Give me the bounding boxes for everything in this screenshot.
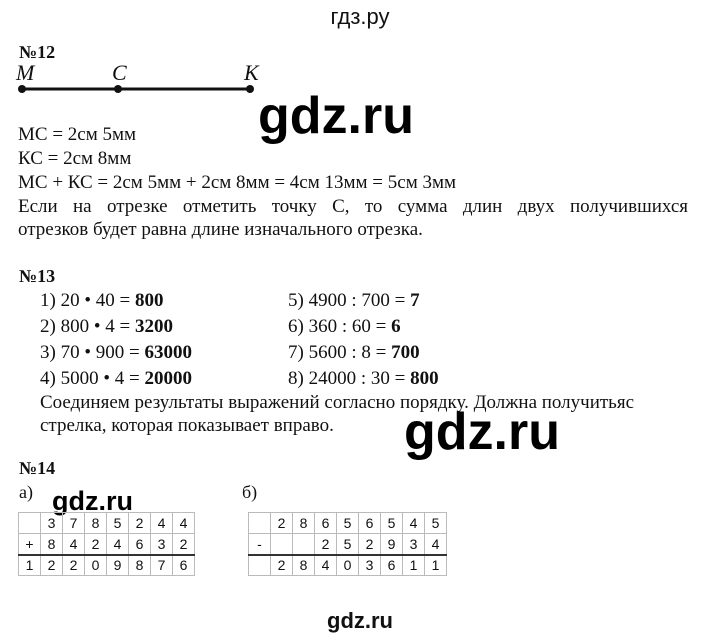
task-13-item: 4) 5000 • 4 = 20000 xyxy=(40,368,192,389)
grid-cell: 8 xyxy=(129,555,151,576)
grid-cell xyxy=(271,534,293,555)
grid-cell: 3 xyxy=(403,534,425,555)
grid-cell: 8 xyxy=(293,555,315,576)
grid-cell: 6 xyxy=(359,513,381,534)
task-13-item: 2) 800 • 4 = 3200 xyxy=(40,316,173,337)
grid-cell: 2 xyxy=(41,555,63,576)
task-13-item: 3) 70 • 900 = 63000 xyxy=(40,342,192,363)
grid-cell: 2 xyxy=(129,513,151,534)
grid-cell xyxy=(293,534,315,555)
task-12-line-mc: МС = 2см 5мм xyxy=(18,124,137,145)
grid-cell: 5 xyxy=(425,513,447,534)
grid-cell: 4 xyxy=(315,555,337,576)
task-13-item: 8) 24000 : 30 = 800 xyxy=(288,368,439,389)
grid-cell: 6 xyxy=(129,534,151,555)
grid-cell: 2 xyxy=(85,534,107,555)
grid-cell: 6 xyxy=(381,555,403,576)
grid-cell: - xyxy=(249,534,271,555)
task-13-item: 7) 5600 : 8 = 700 xyxy=(288,342,420,363)
grid-cell: 1 xyxy=(19,555,41,576)
grid-cell: 1 xyxy=(403,555,425,576)
grid-cell: 4 xyxy=(151,513,173,534)
grid-cell: 6 xyxy=(315,513,337,534)
watermark-small: gdz.ru xyxy=(52,486,133,516)
watermark-big-1: gdz.ru xyxy=(258,87,414,145)
grid-cell: 5 xyxy=(337,513,359,534)
point-c xyxy=(114,85,122,93)
grid-cell: 0 xyxy=(337,555,359,576)
grid-cell xyxy=(249,513,271,534)
grid-cell: 7 xyxy=(151,555,173,576)
task-13-explanation-line2: стрелка, которая показывает вправо. xyxy=(40,415,334,436)
grid-cell: 2 xyxy=(315,534,337,555)
task-13-item: 6) 360 : 60 = 6 xyxy=(288,316,401,337)
grid-cell: 5 xyxy=(107,513,129,534)
watermark-top: гдз.ру xyxy=(330,4,390,29)
task-14-a-label: а) xyxy=(19,482,33,502)
task-13-explanation-line1: Соединяем результаты выражений согласно порядку. Должна получитьяс xyxy=(40,392,635,413)
grid-cell: 5 xyxy=(337,534,359,555)
grid-cell: 5 xyxy=(381,513,403,534)
grid-cell: 8 xyxy=(85,513,107,534)
grid-cell: 3 xyxy=(359,555,381,576)
watermark-bottom: gdz.ru xyxy=(327,608,393,633)
grid-cell: 3 xyxy=(41,513,63,534)
grid-cell: 2 xyxy=(63,555,85,576)
point-label-c: C xyxy=(112,60,127,85)
grid-cell: 8 xyxy=(293,513,315,534)
task-14-title: №14 xyxy=(19,458,56,478)
addition-grid xyxy=(18,512,195,576)
task-12-explanation-line1: Если на отрезке отметить точку С, то сумма длин двух получившихся xyxy=(18,196,688,217)
grid-cell: 6 xyxy=(173,555,195,576)
grid-cell: 4 xyxy=(173,513,195,534)
grid-cell: 0 xyxy=(85,555,107,576)
subtraction-grid xyxy=(248,512,447,576)
grid-cell: 7 xyxy=(63,513,85,534)
grid-cell: 4 xyxy=(107,534,129,555)
grid-cell xyxy=(249,555,271,576)
grid-cell: 2 xyxy=(359,534,381,555)
grid-cell: 3 xyxy=(151,534,173,555)
task-12-title: №12 xyxy=(19,42,56,62)
task-14-b-label: б) xyxy=(242,482,258,502)
task-13-title: №13 xyxy=(19,266,56,286)
point-label-m: M xyxy=(16,60,35,85)
point-m xyxy=(18,85,26,93)
point-k xyxy=(246,85,254,93)
grid-cell: 4 xyxy=(63,534,85,555)
grid-cell: 9 xyxy=(381,534,403,555)
grid-cell: 4 xyxy=(403,513,425,534)
grid-cell: 2 xyxy=(271,513,293,534)
grid-cell: 2 xyxy=(173,534,195,555)
grid-cell: 8 xyxy=(41,534,63,555)
grid-cell: + xyxy=(19,534,41,555)
grid-cell: 1 xyxy=(425,555,447,576)
task-13-item: 1) 20 • 40 = 800 xyxy=(40,290,164,311)
task-12-line-sum: МС + КС = 2см 5мм + 2см 8мм = 4см 13мм = 5см 3мм xyxy=(18,172,457,193)
grid-cell: 4 xyxy=(425,534,447,555)
watermark-big-2: gdz.ru xyxy=(404,403,560,461)
task-12-line-kc: КС = 2см 8мм xyxy=(18,148,132,169)
grid-cell xyxy=(19,513,41,534)
point-label-k: K xyxy=(244,60,259,85)
grid-cell: 2 xyxy=(271,555,293,576)
task-12-explanation-line2: отрезков будет равна длине изначального отрезка. xyxy=(18,219,423,240)
task-13-item: 5) 4900 : 700 = 7 xyxy=(288,290,420,311)
grid-cell: 9 xyxy=(107,555,129,576)
task-12-explanation xyxy=(18,195,688,241)
